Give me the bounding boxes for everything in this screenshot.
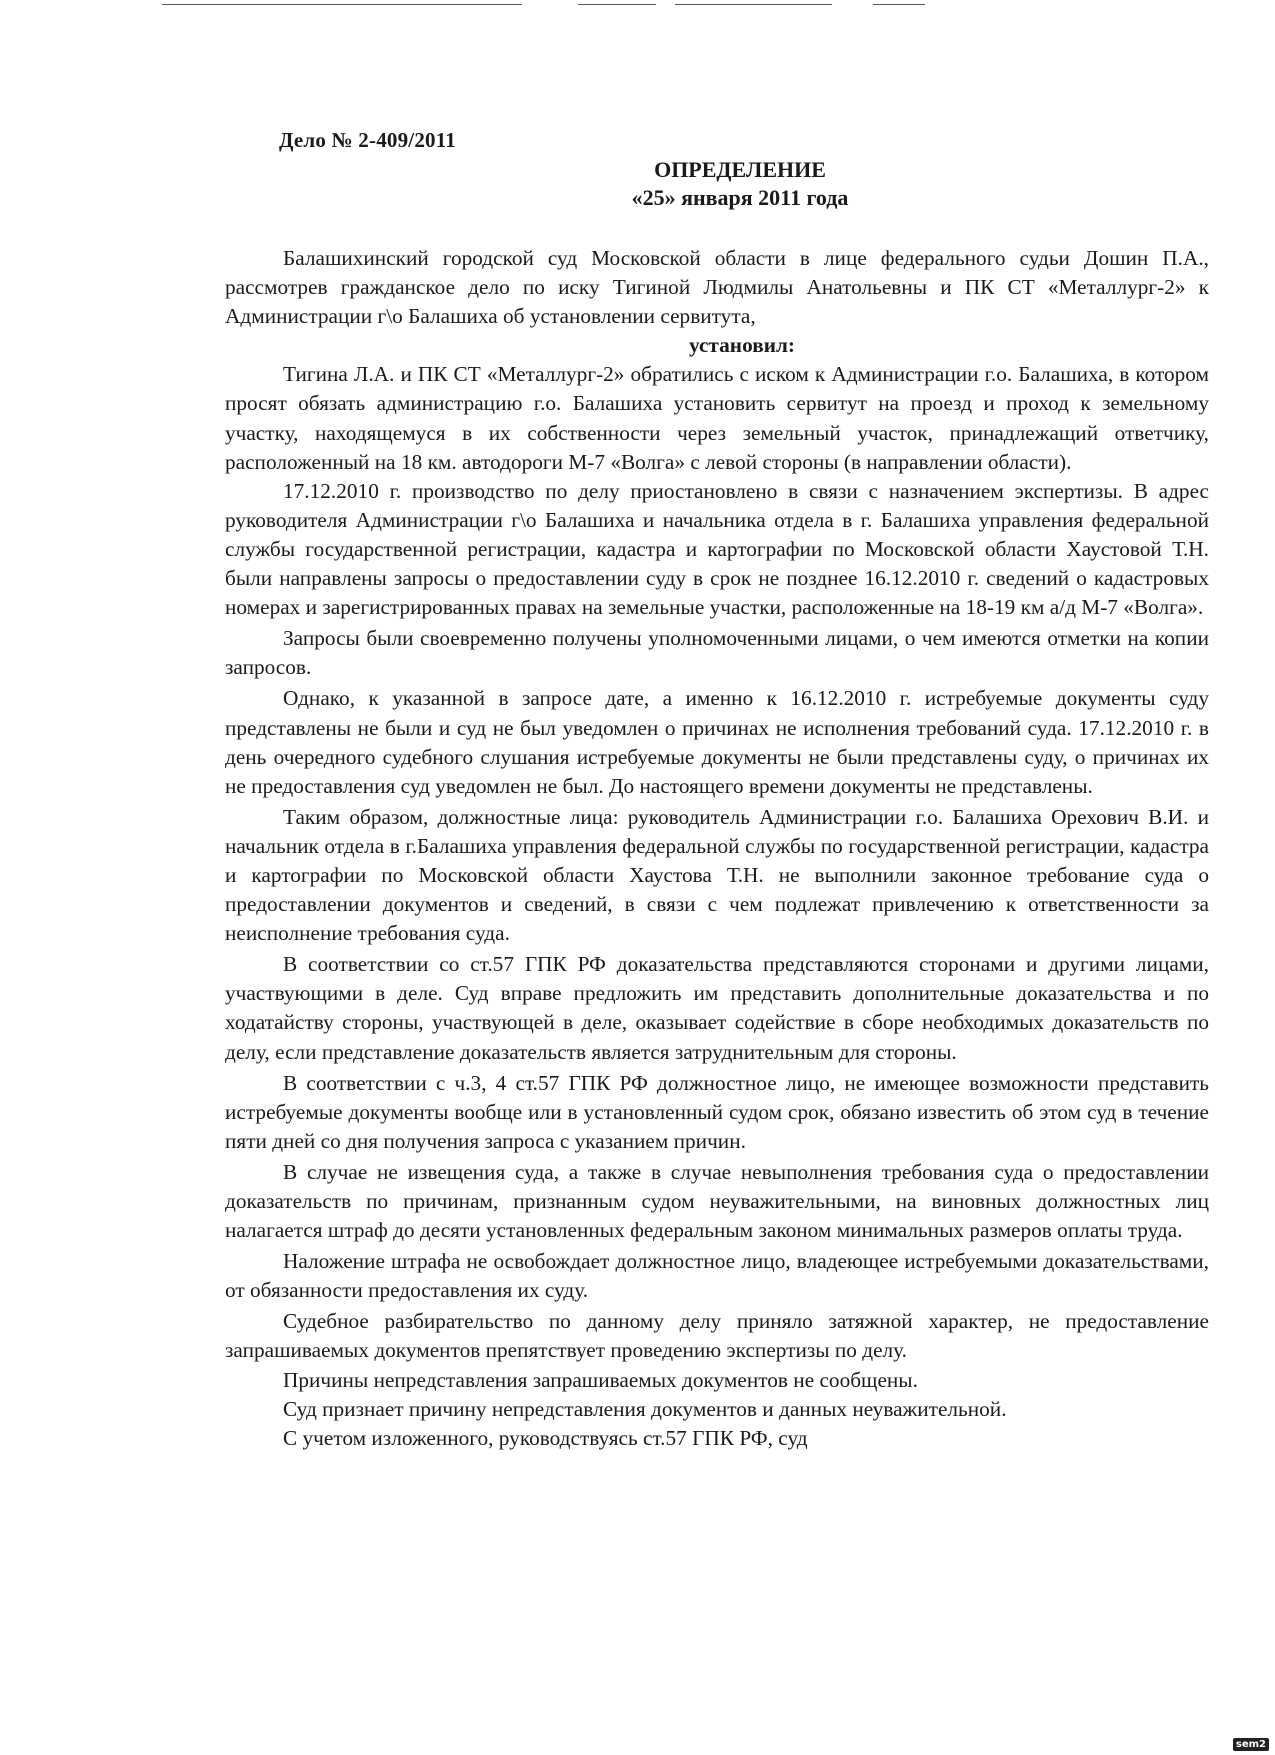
scan-artifact-lines [0, 4, 1275, 8]
body-paragraph: Запросы были своевременно получены уполномоченными лицами, о чем имеются отметки на копии запросов. [225, 626, 1209, 680]
body-paragraph: В случае не извещения суда, а также в случае невыполнения требования суда о предоставлении доказательств по причинам, признанным судом неуважительными, на виновных должностных лиц налагается штраф до десяти установленных федеральным законом минимальных размеров оплаты труда. [225, 1159, 1209, 1243]
document-title-block [225, 156, 1255, 212]
section-heading-established: установил: [688, 333, 796, 358]
body-paragraph: Причины непредставления запрашиваемых документов не сообщены. [283, 1367, 918, 1392]
watermark-label: sem2 [1233, 1738, 1269, 1751]
body-paragraph: Суд признает причину непредставления документов и данных неуважительной. [283, 1396, 1007, 1421]
intro-paragraph: Балашихинский городской суд Московской области в лице федерального судьи Дошин П.А., рассмотрев гражданское дело по иску Тигиной Людмилы Анатольевны и ПК СТ «Металлург-2» к Администрации г\о Балашиха об установлении сервитута, [225, 246, 1209, 329]
body-paragraph: Однако, к указанной в запросе дате, а именно к 16.12.2010 г. истребуемые документы суду представлены не были и суд не был уведомлен о причинах не исполнения требований суда. 17.12.2010 г. в день очередного судебного слушания истребуемые документы не были представлены суду, о причинах их не предоставления суд уведомлен не был. До настоящего времени документы не представлены. [225, 686, 1209, 798]
body-paragraph: С учетом изложенного, руководствуясь ст.57 ГПК РФ, суд [283, 1425, 808, 1450]
body-paragraph: В соответствии со ст.57 ГПК РФ доказательства представляются сторонами и другими лицами, участвующими в деле. Суд вправе предложить им представить дополнительные доказательства и по ходатайству стороны, участвующей в деле, оказывает содействие в сборе необходимых доказательств по делу, если представление доказательств является затруднительным для стороны. [225, 952, 1209, 1064]
body-paragraph: Таким образом, должностные лица: руководитель Администрации г.о. Балашиха Орехович В.И. и начальник отдела в г.Балашиха управления федеральной службы по государственной регистрации, кадастра и картографии по Московской области Хаустова Т.Н. не выполнили законное требование суда о предоставлении документов и сведений, в связи с чем подлежат привлечению к ответственности за неисполнение требования суда. [225, 804, 1209, 946]
body-paragraph: Наложение штрафа не освобождает должностное лицо, владеющее истребуемыми доказательствами, от обязанности предоставления их суду. [225, 1249, 1209, 1303]
case-number: Дело № 2-409/2011 [279, 128, 456, 152]
document-body [225, 244, 1209, 1453]
document-date: «25» января 2011 года [631, 185, 849, 210]
body-paragraph: Судебное разбирательство по данному делу приняло затяжной характер, не предоставление запрашиваемых документов препятствует проведению экспертизы по делу. [225, 1309, 1209, 1363]
body-paragraph: В соответствии с ч.3, 4 ст.57 ГПК РФ должностное лицо, не имеющее возможности представить истребуемые документы вообще или в установленный судом срок, обязано известить об этом суд в течение пяти дней со дня получения запроса с указанием причин. [225, 1070, 1209, 1153]
body-paragraph: 17.12.2010 г. производство по делу приостановлено в связи с назначением экспертизы. В адрес руководителя Администрации г\о Балашиха и начальника отдела в г. Балашиха управления федеральной службы государственной регистрации, кадастра и картографии по Московской области Хаустовой Т.Н. были направлены запросы о предоставлении суду в срок не позднее 16.12.2010 г. сведений о кадастровых номерах и зарегистрированных правах на земельные участки, расположенные на 18-19 км а/д М-7 «Волга». [225, 478, 1209, 620]
document-title: ОПРЕДЕЛЕНИЕ [654, 157, 826, 182]
body-paragraph: Тигина Л.А. и ПК СТ «Металлург-2» обратились с иском к Администрации г.о. Балашиха, в котором просят обязать администрацию г.о. Балашиха установить сервитут на проезд и проход к земельному участку, находящемуся в их собственности через земельный участок, принадлежащий ответчику, расположенный на 18 км. автодороги М-7 «Волга» с левой стороны (в направлении области). [225, 362, 1209, 474]
